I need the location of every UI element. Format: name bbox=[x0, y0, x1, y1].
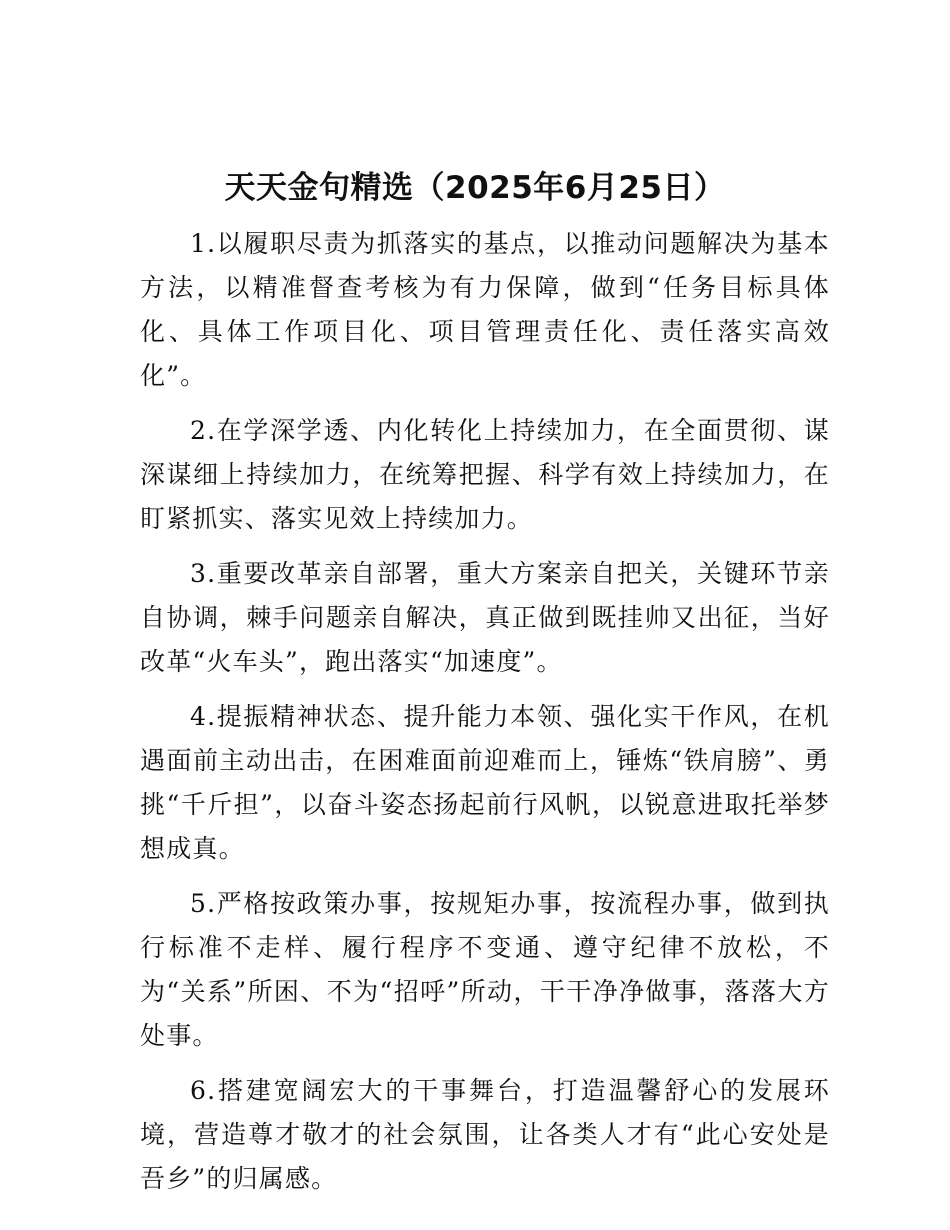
quote-item-2: 2.在学深学透、内化转化上持续加力，在全面贯彻、谋深谋细上持续加力，在统筹把握、科学有效上持续加力，在盯紧抓实、落实见效上持续加力。 bbox=[140, 416, 830, 533]
document-body bbox=[140, 222, 830, 1212]
quote-item-6: 6.搭建宽阔宏大的干事舞台，打造温馨舒心的发展环境，营造尊才敬才的社会氛围，让各类人才有“此心安处是吾乡”的归属感。 bbox=[140, 1076, 830, 1193]
quote-item-3: 3.重要改革亲自部署，重大方案亲自把关，关键环节亲自协调，棘手问题亲自解决，真正做到既挂帅又出征，当好改革“火车头”，跑出落实“加速度”。 bbox=[140, 559, 830, 676]
quote-item-5: 5.严格按政策办事，按规矩办事，按流程办事，做到执行标准不走样、履行程序不变通、遵守纪律不放松，不为“关系”所困、不为“招呼”所动，干干净净做事，落落大方处事。 bbox=[140, 889, 830, 1050]
document-title: 天天金句精选（2025年6月25日） bbox=[224, 170, 726, 206]
quote-item-4: 4.提振精神状态、提升能力本领、强化实干作风，在机遇面前主动出击，在困难面前迎难而上，锤炼“铁肩膀”、勇挑“千斤担”，以奋斗姿态扬起前行风帆，以锐意进取托举梦想成真。 bbox=[140, 702, 830, 863]
quote-item-1: 1.以履职尽责为抓落实的基点，以推动问题解决为基本方法，以精准督查考核为有力保障，做到“任务目标具体化、具体工作项目化、项目管理责任化、责任落实高效化”。 bbox=[140, 229, 830, 390]
